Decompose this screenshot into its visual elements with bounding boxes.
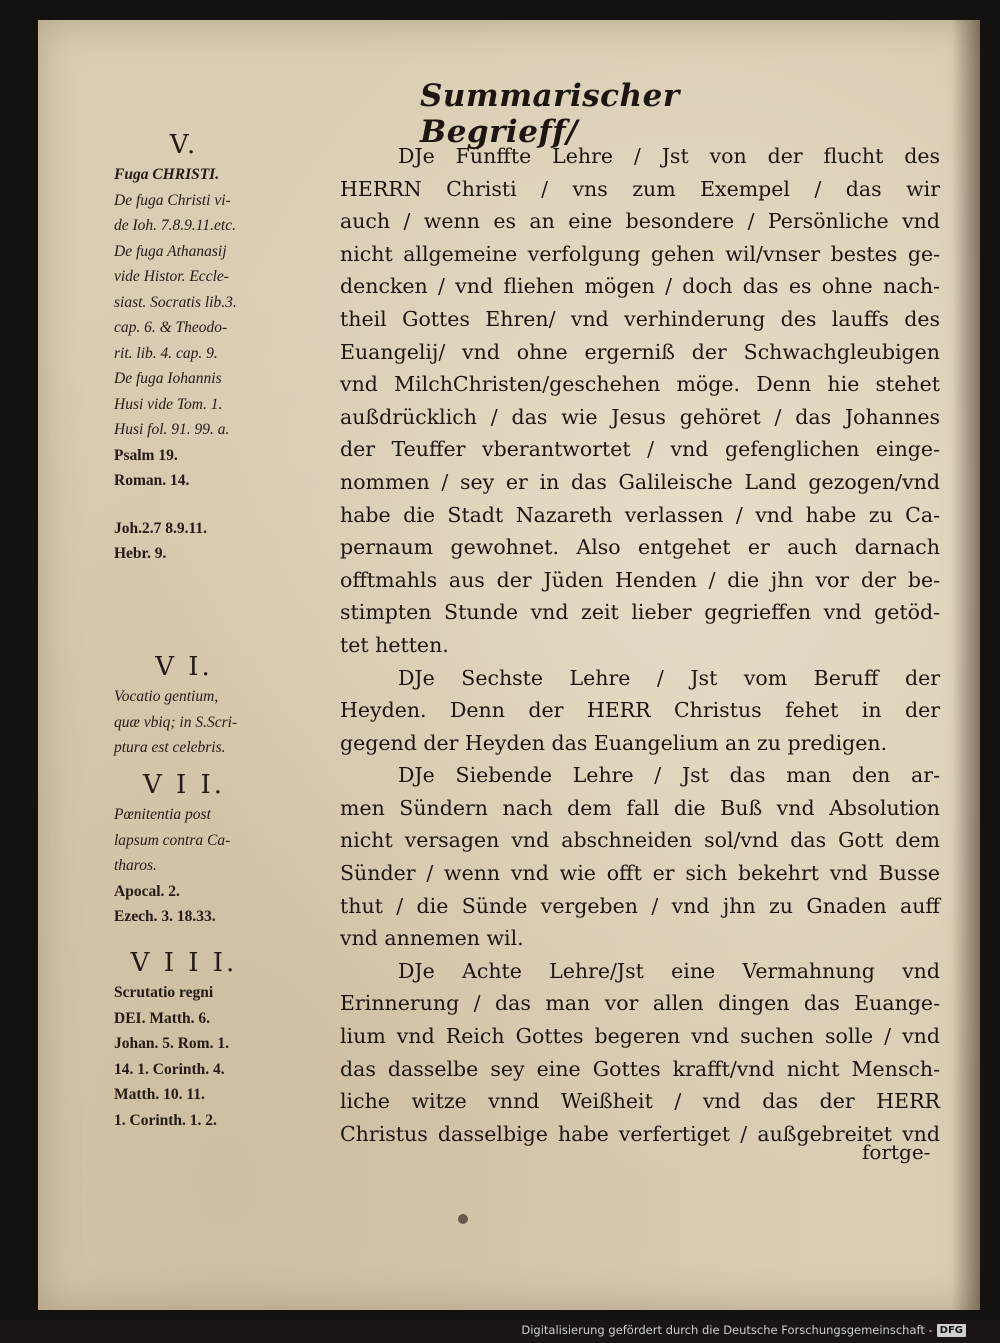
margin-block-v (114, 128, 254, 567)
text-line: vnd MilchChristen/geschehen möge. Denn hie stehet (340, 372, 940, 397)
text-line: auch / wenn es an eine besondere / Persönliche vnd (340, 209, 940, 234)
text-line: Euangelij/ vnd ohne ergerniß der Schwachgleubigen (340, 339, 940, 364)
margin-note-line: quæ vbiq; in S.Scri- (114, 713, 238, 731)
text-line: vnd annemen wil. (340, 926, 524, 951)
margin-note-line: vide Histor. Eccle- (114, 268, 229, 285)
section-number: V I. (155, 652, 213, 682)
margin-block-vi (114, 650, 254, 761)
margin-note-line: siast. Socratis lib.3. (114, 293, 237, 311)
text-line: DJe Fünffte Lehre / Jst von der flucht des (398, 144, 940, 168)
text-line: das dasselbe sey eine Gottes krafft/vnd nicht Mensch- (340, 1056, 940, 1081)
margin-note-line: Ezech. 3. 18.33. (114, 908, 216, 925)
text-line: stimpten Stunde vnd zeit lieber gegrieffen vnd getöd- (340, 600, 940, 625)
text-line: thut / die Sünde vergeben / vnd jhn zu Gnaden auff (340, 893, 940, 918)
margin-note-line: Husi vide Tom. 1. (114, 395, 223, 413)
text-line: nicht allgemeine verfolgung gehen wil/vnser bestes ge- (340, 241, 940, 266)
margin-block-viii (114, 946, 254, 1133)
margin-block-vii (114, 768, 254, 930)
margin-note-line: ptura est celebris. (114, 739, 226, 756)
text-line: men Sündern nach dem fall die Buß vnd Absolution (340, 795, 940, 820)
text-line: dencken / vnd fliehen mögen / doch das es ohne nach- (340, 274, 940, 299)
credit-text: Digitalisierung gefördert durch die Deutsche Forschungsgemeinschaft - (521, 1323, 933, 1337)
text-line: HERRN Christi / vns zum Exempel / das wir (340, 176, 940, 201)
margin-note-line: cap. 6. & Theodo- (114, 319, 228, 336)
margin-note-line: De fuga Athanasij (114, 242, 227, 260)
margin-note-line: Psalm 19. (114, 446, 178, 464)
body-text (340, 140, 940, 1150)
margin-note-line: Matth. 10. 11. (114, 1086, 205, 1103)
margin-note-line: De fuga Iohannis (114, 370, 222, 387)
text-line: nicht versagen vnd abschneiden sol/vnd das Gott dem (340, 828, 940, 853)
margin-note-line: tharos. (114, 857, 157, 874)
text-line: DJe Achte Lehre/Jst eine Vermahnung vnd (398, 958, 940, 983)
section-number: V I I I. (130, 948, 238, 978)
margin-note-line: Joh.2.7 8.9.11. (114, 519, 208, 537)
text-line: gegend der Heyden das Euangelium an zu predigen. (340, 730, 888, 755)
dfg-logo: DFG (937, 1324, 966, 1337)
section-number: V. (169, 130, 199, 160)
margin-note-line: 1. Corinth. 1. 2. (114, 1111, 217, 1129)
margin-note-line: Roman. 14. (114, 472, 190, 489)
margin-note-line: Husi fol. 91. 99. a. (114, 421, 230, 438)
text-line: Christus dasselbige habe verfertiget / außgebreitet vnd (340, 1121, 940, 1146)
margin-note-line: De fuga Christi vi- (114, 191, 231, 209)
text-line: der Teuffer vberantwortet / vnd gefenglichen einge- (340, 437, 940, 462)
margin-note-line: Vocatio gentium, (114, 688, 219, 705)
text-line: DJe Sechste Lehre / Jst vom Beruff der (398, 665, 940, 690)
gutter-shadow (952, 20, 980, 1310)
text-line: Sünder / wenn vnd wie offt er sich bekehrt vnd Busse (340, 861, 940, 886)
text-line: offtmahls aus der Jüden Henden / die jhn vor der be- (340, 567, 940, 592)
section-number: V I I. (142, 770, 226, 800)
margin-note-line: Pœnitentia post (114, 806, 211, 823)
margin-note-line: Fuga CHRISTI. (114, 166, 220, 183)
margin-note-line: Apocal. 2. (114, 882, 180, 900)
margin-note-line: lapsum contra Ca- (114, 831, 231, 849)
text-line: Erinnerung / das man vor allen dingen das Euange- (340, 991, 940, 1016)
text-line: tet hetten. (340, 632, 449, 657)
ink-mark (458, 1214, 468, 1224)
margin-note-line: 14. 1. Corinth. 4. (114, 1060, 225, 1078)
margin-note-line: Johan. 5. Rom. 1. (114, 1035, 229, 1052)
text-line: Heyden. Denn der HERR Christus fehet in der (340, 698, 940, 723)
margin-note-line: Hebr. 9. (114, 545, 167, 562)
text-line: liche witze vnnd Weißheit / vnd das der HERR (340, 1089, 940, 1114)
text-line: DJe Siebende Lehre / Jst das man den ar- (398, 763, 940, 788)
text-line: theil Gottes Ehren/ vnd verhinderung des lauffs des (340, 306, 940, 331)
digitization-credit (521, 1321, 966, 1339)
text-line: pernaum gewohnet. Also entgehet er auch darnach (340, 535, 940, 560)
margin-note-line: Scrutatio regni (114, 984, 214, 1001)
margin-note-line: rit. lib. 4. cap. 9. (114, 344, 218, 362)
text-line: lium vnd Reich Gottes begeren vnd suchen solle / vnd (340, 1024, 940, 1049)
catchword: fortge- (862, 1140, 931, 1164)
text-line: außdrücklich / das wie Jesus gehöret / das Johannes (340, 404, 940, 429)
text-line: habe die Stadt Nazareth verlassen / vnd habe zu Ca- (340, 502, 940, 527)
margin-note-line: DEI. Matth. 6. (114, 1009, 211, 1027)
running-head: Summarischer Begrieff/ (420, 78, 680, 150)
margin-note-line: de Ioh. 7.8.9.11.etc. (114, 217, 236, 234)
text-line: nommen / sey er in das Galileische Land gezogen/vnd (340, 469, 940, 494)
